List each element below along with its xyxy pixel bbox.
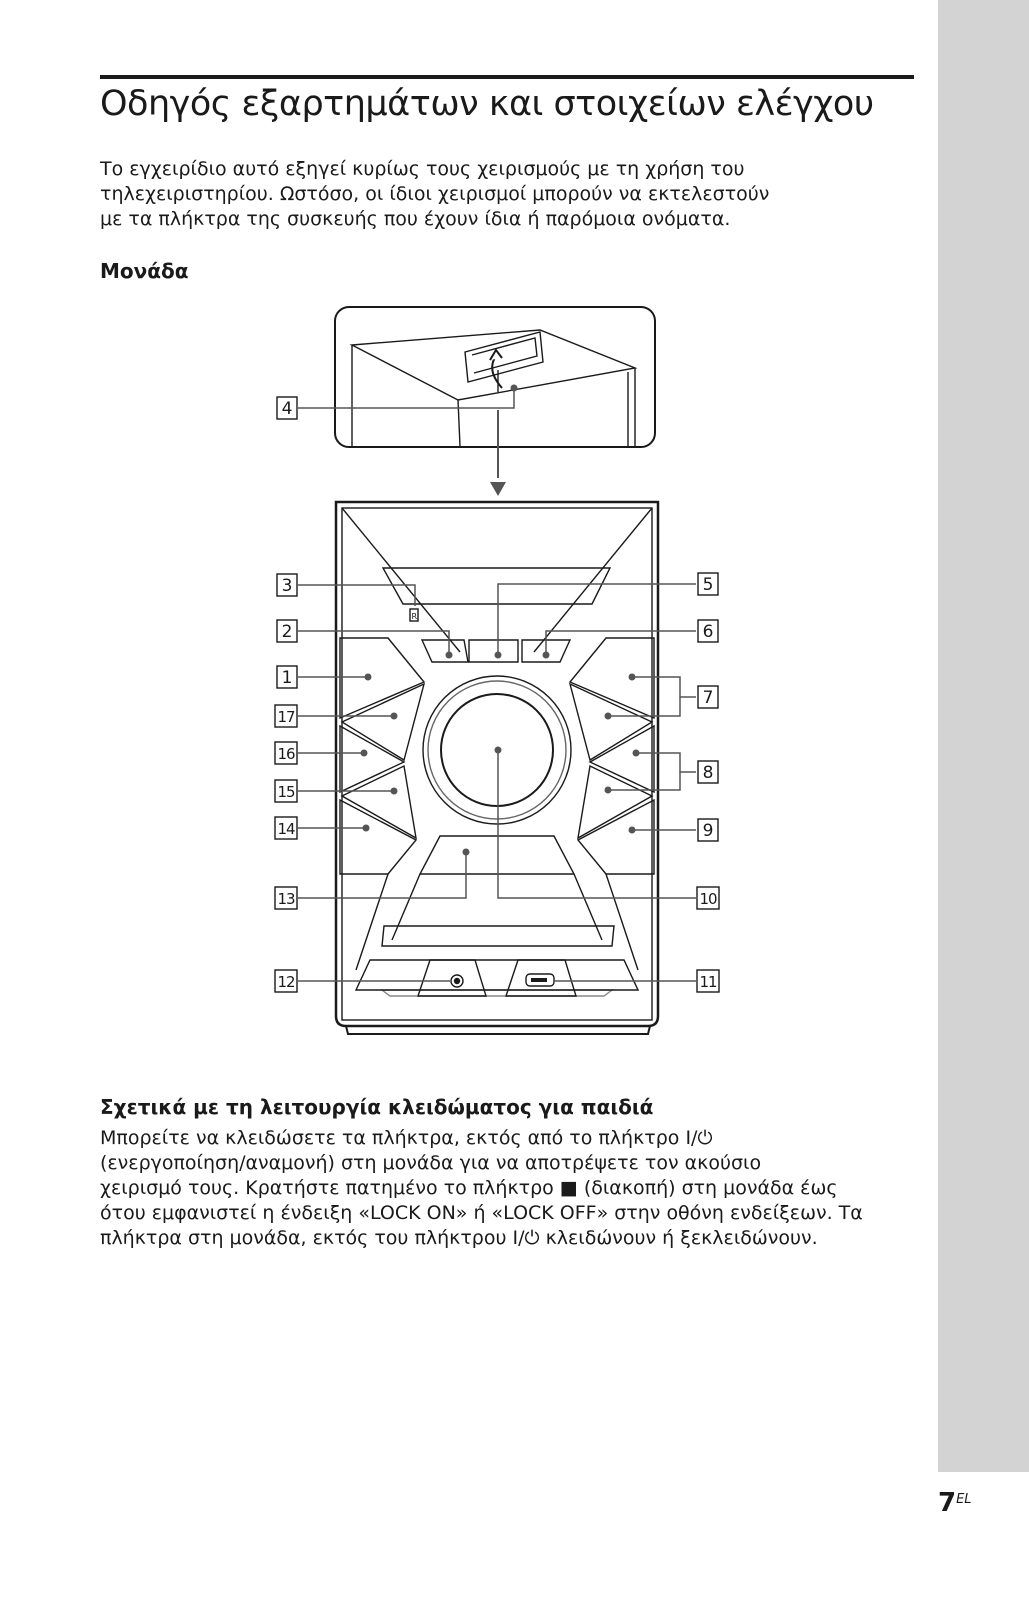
callout-17: 17 [277,708,295,726]
side-tab-bar [938,0,1029,1472]
callout-1: 1 [281,668,293,688]
lower-center-panel [420,836,574,874]
callout-15: 15 [277,783,295,801]
child-lock-line: (ενεργοποίηση/αναμονή) στη μονάδα για να αποτρέψετε τον ακούσιο [100,1152,762,1174]
callout-2: 2 [281,622,293,642]
right-panel-5 [578,800,654,874]
left-panel-5 [340,800,416,874]
child-lock-line: χειρισμό τους. Κρατήστε πατημένο το πλήκτρο ■ (διακοπή) στη μονάδα έως [100,1177,838,1199]
language-code: EL [956,1492,972,1507]
callout-10: 10 [699,890,717,908]
right-panel-1 [570,638,654,718]
child-lock-paragraph [100,1126,930,1251]
unit-diagram [260,300,760,1060]
child-lock-line: πλήκτρα στη μονάδα, εκτός του πλήκτρου I/⏻ κλειδώνουν ή ξεκλειδώνουν. [100,1227,818,1249]
top-button-left [422,640,468,662]
callout-13: 13 [277,890,295,908]
page-title: Οδηγός εξαρτημάτων και στοιχείων ελέγχου [100,84,874,124]
callout-9: 9 [702,821,714,841]
callout-8: 8 [702,763,714,783]
title-rule [100,75,914,79]
disc-slot [382,926,614,946]
intro-line: με τα πλήκτρα της συσκευής που έχουν ίδια ή παρόμοια ονόματα. [100,208,731,230]
child-lock-line: ότου εμφανιστεί η ένδειξη «LOCK ON» ή «LOCK OFF» στην οθόνη ενδείξεων. Τα [100,1202,863,1224]
callout-4: 4 [281,399,293,419]
right-panel-4 [578,766,652,838]
left-panel-2 [342,684,424,760]
intro-line: τηλεχειριστηρίου. Ωστόσο, οι ίδιοι χειρισμοί μπορούν να εκτελεστούν [100,183,770,205]
sensor-mark: R [411,612,418,621]
left-panel-1 [340,638,424,718]
page-number [938,1488,972,1518]
child-lock-heading: Σχετικά με τη λειτουργία κλειδώματος για παιδιά [100,1095,654,1119]
right-panel-2 [570,684,652,760]
intro-paragraph [100,157,920,232]
page-number-value: 7 [938,1488,957,1518]
callout-5: 5 [702,575,714,595]
top-button-mid [469,640,518,662]
callout-14: 14 [277,820,295,838]
left-panel-4 [342,766,416,838]
bottom-panel [382,990,612,996]
callout-16: 16 [277,745,295,763]
callout-11: 11 [699,973,717,991]
callout-7: 7 [702,688,714,708]
section-title: Μονάδα [100,259,189,283]
unit-body-outline [336,502,658,1026]
down-arrow-icon [490,482,506,496]
callout-12: 12 [277,973,295,991]
callout-3: 3 [281,576,293,596]
callout-6: 6 [702,622,714,642]
intro-line: Το εγχειρίδιο αυτό εξηγεί κυρίως τους χειρισμούς με τη χρήση του [100,158,745,180]
child-lock-line: Μπορείτε να κλειδώσετε τα πλήκτρα, εκτός από το πλήκτρο I/⏻ [100,1127,713,1149]
